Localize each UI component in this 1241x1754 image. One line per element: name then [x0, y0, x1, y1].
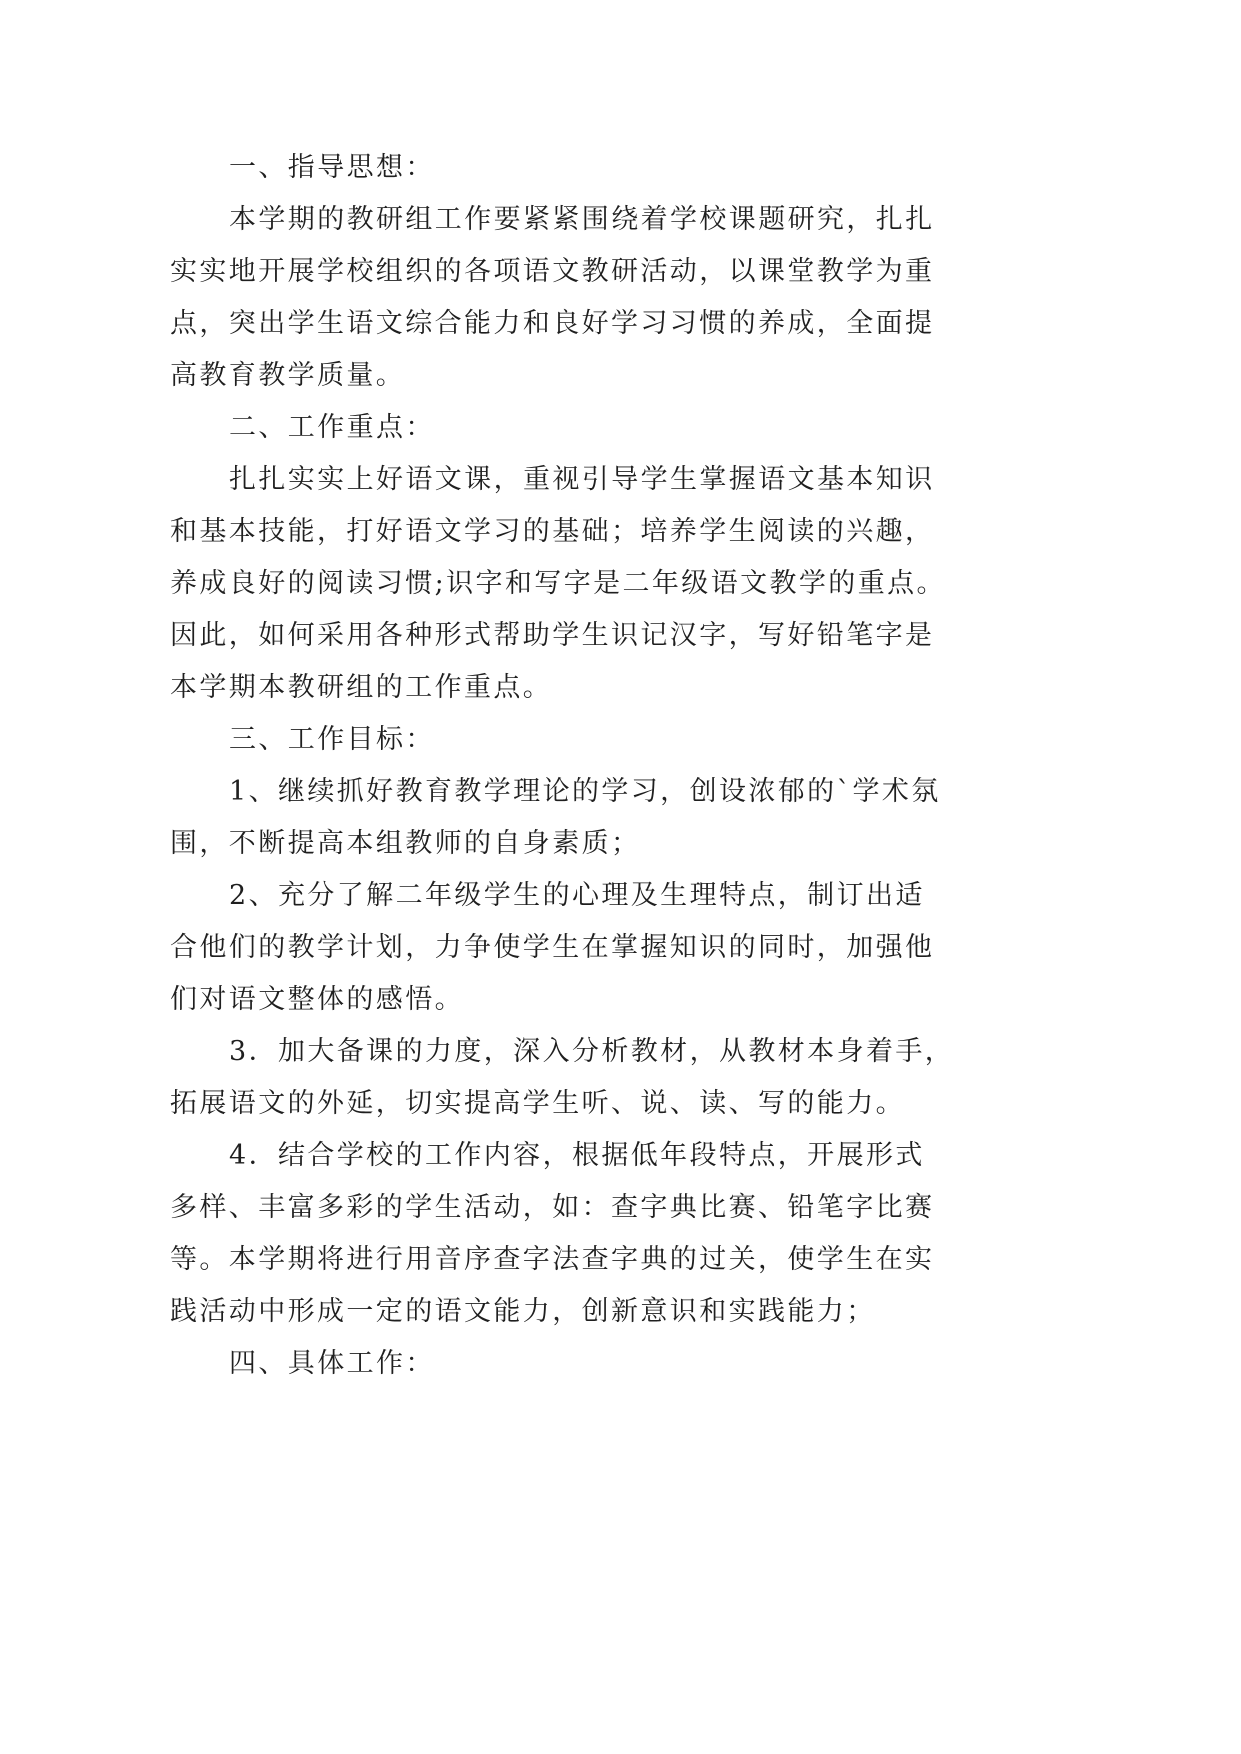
text-line: 实实地开展学校组织的各项语文教研活动，以课堂教学为重 — [170, 256, 935, 287]
text-line: 1、继续抓好教育教学理论的学习，创设浓郁的`学术氛 — [229, 776, 941, 807]
heading-line: 二、工作重点： — [229, 412, 435, 443]
text-line: 4．结合学校的工作内容，根据低年段特点，开展形式 — [229, 1140, 925, 1171]
text-line: 合他们的教学计划，力争使学生在掌握知识的同时，加强他 — [170, 932, 935, 963]
section-heading — [170, 1338, 950, 1390]
list-item — [170, 1026, 955, 1130]
list-item — [170, 766, 950, 870]
text-line: 养成良好的阅读习惯;识字和写字是二年级语文教学的重点。 — [170, 568, 946, 599]
list-item — [170, 1130, 950, 1338]
list-item — [170, 870, 950, 1026]
text-line: 点，突出学生语文综合能力和良好学习习惯的养成，全面提 — [170, 308, 935, 339]
paragraph — [170, 194, 950, 402]
text-line: 们对语文整体的感悟。 — [170, 984, 464, 1015]
text-line: 高教育教学质量。 — [170, 360, 406, 391]
document-body — [170, 142, 955, 1390]
heading-line: 一、指导思想： — [229, 152, 435, 183]
text-line: 本学期本教研组的工作重点。 — [170, 672, 553, 703]
text-line: 等。本学期将进行用音序查字法查字典的过关，使学生在实 — [170, 1244, 935, 1275]
text-line: 践活动中形成一定的语文能力，创新意识和实践能力； — [170, 1296, 876, 1327]
section-heading — [170, 142, 950, 194]
text-line: 和基本技能，打好语文学习的基础；培养学生阅读的兴趣， — [170, 516, 935, 547]
heading-line: 三、工作目标： — [229, 724, 435, 755]
text-line: 3．加大备课的力度，深入分析教材，从教材本身着手， — [229, 1036, 955, 1067]
text-line: 围，不断提高本组教师的自身素质； — [170, 828, 641, 859]
text-line: 因此，如何采用各种形式帮助学生识记汉字，写好铅笔字是 — [170, 620, 935, 651]
text-line: 多样、丰富多彩的学生活动，如：查字典比赛、铅笔字比赛 — [170, 1192, 935, 1223]
text-line: 2、充分了解二年级学生的心理及生理特点，制订出适 — [229, 880, 925, 911]
section-heading — [170, 402, 950, 454]
text-line: 拓展语文的外延，切实提高学生听、说、读、写的能力。 — [170, 1088, 905, 1119]
section-heading — [170, 714, 950, 766]
paragraph — [170, 454, 950, 714]
text-line: 扎扎实实上好语文课，重视引导学生掌握语文基本知识 — [229, 464, 935, 495]
text-line: 本学期的教研组工作要紧紧围绕着学校课题研究，扎扎 — [229, 204, 935, 235]
heading-line: 四、具体工作： — [229, 1348, 435, 1379]
